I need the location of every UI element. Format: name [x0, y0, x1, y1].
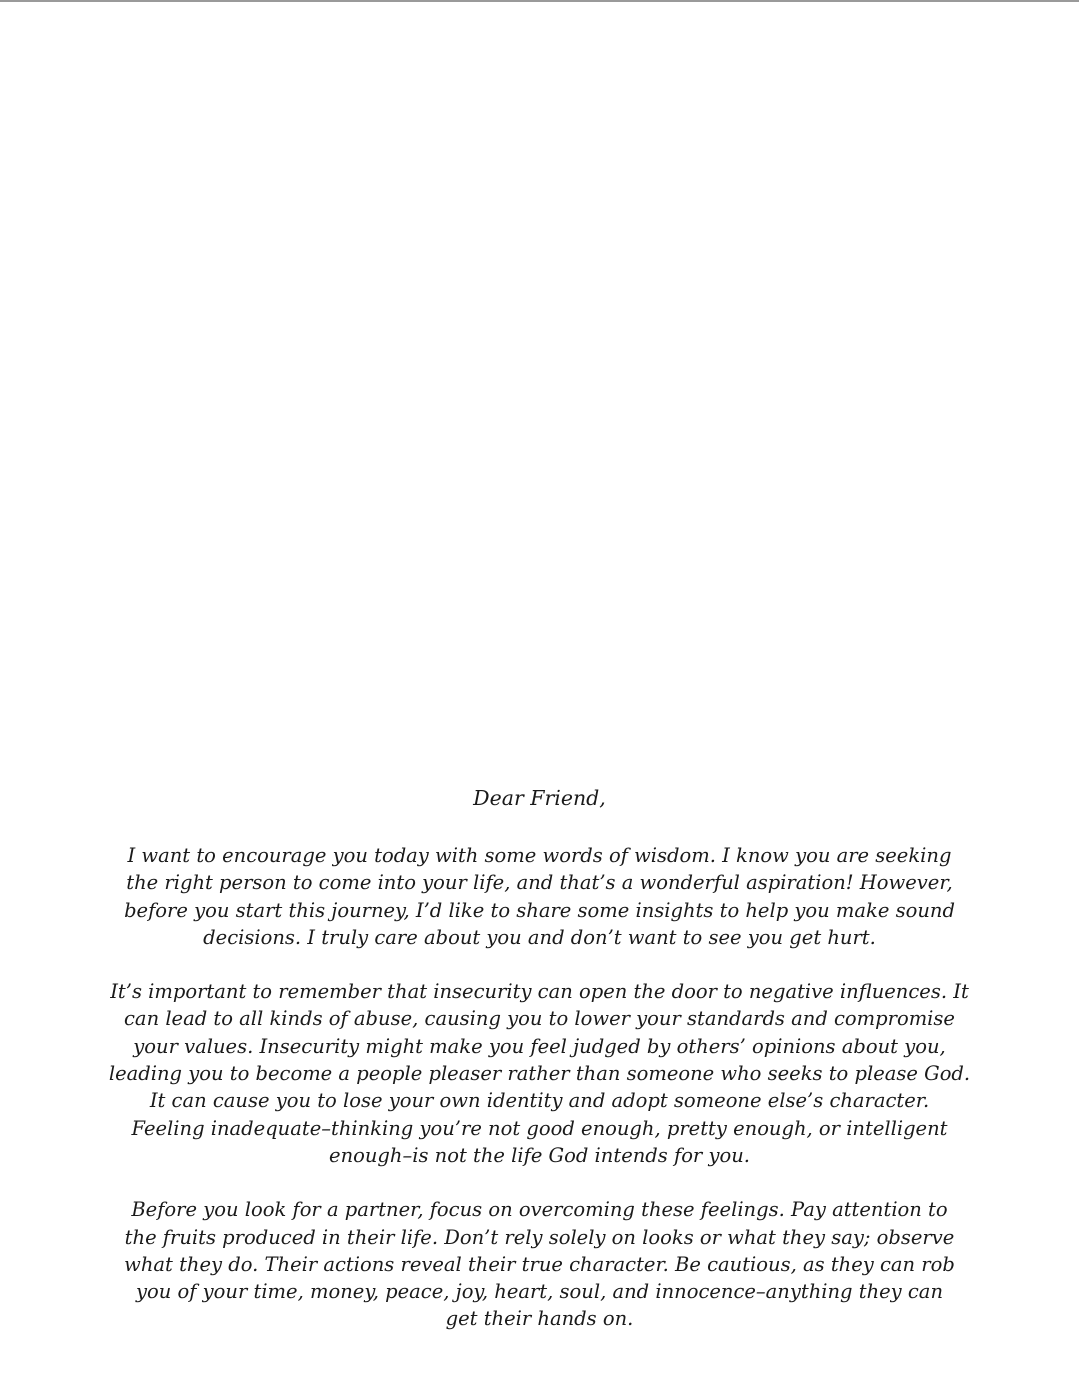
- paragraph-spacer: [40, 1169, 1039, 1196]
- letter-paragraph-2: It’s important to remember that insecurity can open the door to negative influences. It can lead to all kinds of abuse, causing you to lower your standards and compromise your values. Insecurity might make you feel judged by others’ opinions about you, leading you to become a people pleaser rather than someone who seeks to please God. It can cause you to lose your own identity and adopt someone else’s character. Feeling inadequate–thinking you’re not good enough, pretty enough, or intelligent enough–is not the life God intends for you.: [108, 980, 971, 1167]
- top-border-line: [0, 0, 1079, 2]
- paragraph-spacer: [40, 951, 1039, 978]
- letter-paragraph-1: I want to encourage you today with some words of wisdom. I know you are seeking the right person to come into your life, and that’s a wonderful aspiration! However, before you start this journey, I’d like to share some insights to help you make sound decisions. I truly care about you and don’t want to see you get hurt.: [124, 844, 955, 949]
- letter-paragraph-3: Before you look for a partner, focus on overcoming these feelings. Pay attention to the fruits produced in their life. Don’t rely solely on looks or what they say; observe what they do. Their actions reveal their true character. Be cautious, as they can rob you of your time, money, peace, joy, heart, soul, and innocence–anything they can get their hands on.: [124, 1198, 955, 1331]
- letter-body: [40, 780, 1039, 1333]
- letter-salutation: Dear Friend,: [473, 786, 606, 810]
